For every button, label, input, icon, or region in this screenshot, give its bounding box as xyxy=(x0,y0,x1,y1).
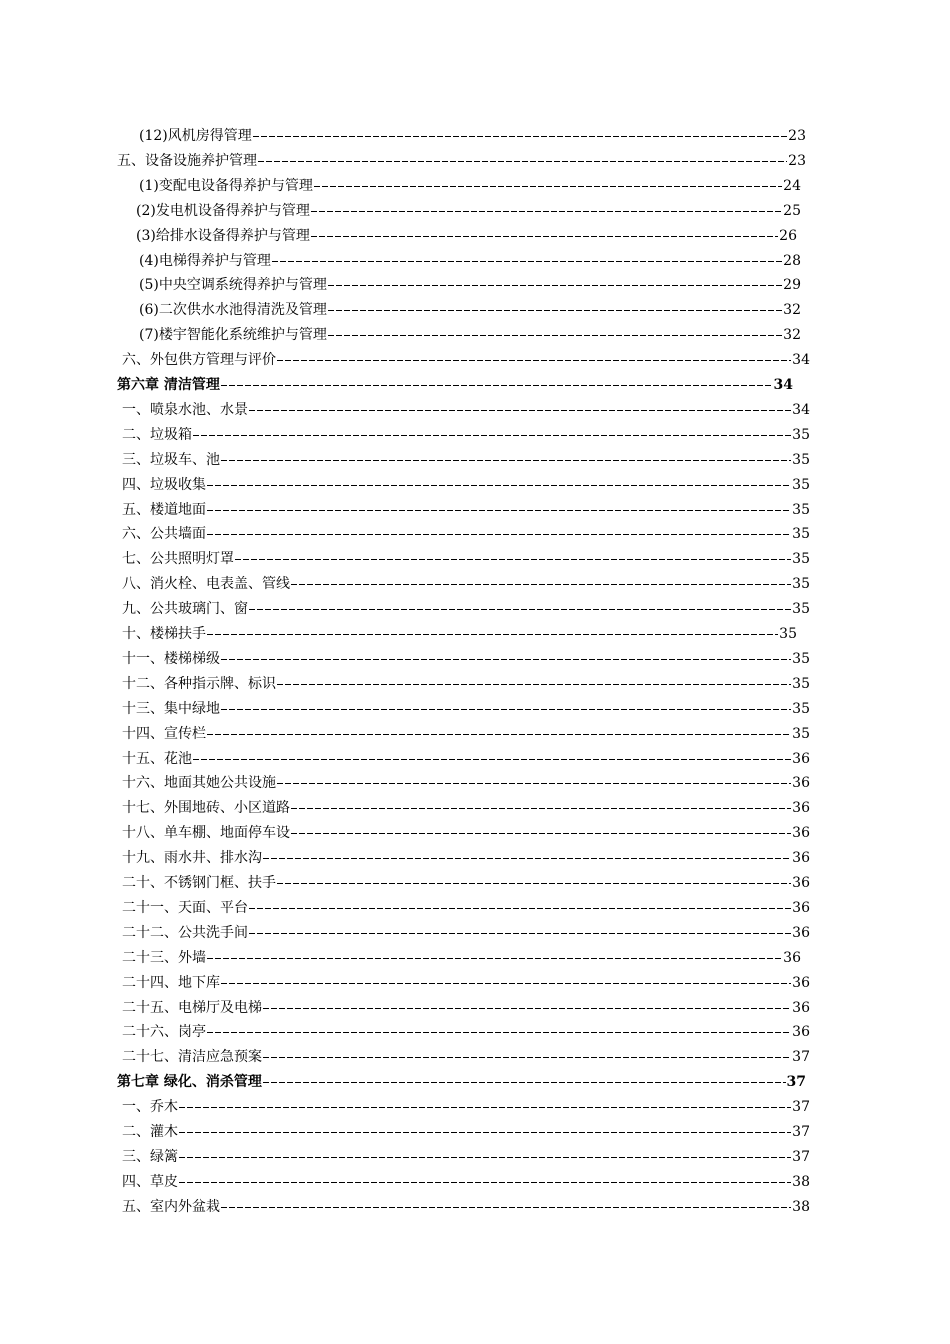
toc-entry-title: 十一、楼梯梯级 xyxy=(122,650,220,667)
toc-entry-page-number: 34 xyxy=(792,401,810,418)
toc-entry xyxy=(122,747,810,771)
toc-entry xyxy=(136,199,801,223)
toc-entry xyxy=(122,971,810,995)
toc-entry-page-number: 36 xyxy=(792,875,810,891)
toc-entry-page-number: 35 xyxy=(792,601,810,618)
toc-chapter-entry xyxy=(117,1070,806,1094)
toc-entry xyxy=(122,796,810,820)
toc-entry xyxy=(122,1095,810,1119)
toc-entry xyxy=(122,1020,810,1044)
toc-entry-title: 七、公共照明灯罩 xyxy=(122,551,234,568)
toc-entry-page-number: 35 xyxy=(792,451,810,468)
toc-entry-page-number: 37 xyxy=(786,1074,806,1091)
toc-dot-leader xyxy=(277,871,791,895)
toc-entry-title: 十七、外围地砖、小区道路 xyxy=(122,800,290,817)
toc-entry-title: 二十二、公共洗手间 xyxy=(122,924,248,941)
toc-entry-page-number: 23 xyxy=(788,152,806,169)
toc-entry-title: 六、外包供方管理与评价 xyxy=(122,352,276,369)
toc-entry-page-number: 37 xyxy=(792,1049,810,1066)
toc-dot-leader xyxy=(249,896,791,920)
toc-dot-leader xyxy=(221,373,773,397)
toc-dot-leader xyxy=(235,547,791,571)
toc-entry-page-number: 34 xyxy=(792,352,810,369)
toc-entry-page-number: 32 xyxy=(783,302,801,319)
toc-entry xyxy=(122,647,810,671)
toc-dot-leader xyxy=(193,423,791,447)
toc-entry-title: 五、室内外盆栽 xyxy=(122,1198,220,1215)
toc-dot-leader xyxy=(221,971,791,995)
toc-entry-title: 四、垃圾收集 xyxy=(122,476,206,493)
toc-entry-title: 二十一、天面、平台 xyxy=(122,899,248,916)
toc-entry xyxy=(139,124,806,148)
toc-entry-title: 二十六、岗亭 xyxy=(122,1024,206,1041)
toc-entry-page-number: 35 xyxy=(792,526,810,543)
toc-entry-title: 二十五、电梯厅及电梯 xyxy=(122,999,262,1016)
toc-dot-leader xyxy=(179,1145,791,1169)
toc-entry xyxy=(139,174,801,198)
toc-entry-title: 二、垃圾箱 xyxy=(122,426,192,443)
toc-entry-page-number: 38 xyxy=(792,1198,810,1215)
toc-dot-leader xyxy=(291,796,791,820)
toc-entry-title: (4)电梯得养护与管理 xyxy=(139,252,271,269)
toc-entry-title: 三、垃圾车、池 xyxy=(122,451,220,468)
toc-entry xyxy=(122,921,810,945)
toc-dot-leader xyxy=(249,597,791,621)
toc-entry-page-number: 37 xyxy=(792,1124,810,1140)
toc-entry xyxy=(117,149,806,173)
toc-entry-page-number: 35 xyxy=(792,576,810,593)
toc-entry xyxy=(122,771,810,795)
toc-dot-leader xyxy=(277,771,791,795)
toc-entry xyxy=(122,398,810,422)
toc-entry xyxy=(122,597,810,621)
toc-entry-page-number: 35 xyxy=(792,426,810,443)
toc-entry-title: 二十三、外墙 xyxy=(122,949,206,966)
toc-dot-leader xyxy=(207,946,782,970)
toc-entry-title: 十四、宣传栏 xyxy=(122,725,206,742)
toc-entry-title: (1)变配电设备得养护与管理 xyxy=(139,177,313,194)
toc-dot-leader xyxy=(207,473,791,497)
toc-entry xyxy=(122,348,810,372)
toc-entry-page-number: 23 xyxy=(788,128,806,144)
toc-entry-title: 十、楼梯扶手 xyxy=(122,626,206,642)
toc-dot-leader xyxy=(272,249,782,273)
toc-entry xyxy=(139,273,801,297)
toc-dot-leader xyxy=(207,522,791,546)
toc-entry-page-number: 35 xyxy=(792,476,810,493)
toc-entry xyxy=(122,547,810,571)
toc-entry xyxy=(122,672,810,696)
toc-dot-leader xyxy=(263,1070,786,1094)
toc-entry-page-number: 35 xyxy=(792,700,810,717)
toc-entry-page-number: 36 xyxy=(792,750,810,767)
toc-entry-page-number: 36 xyxy=(783,949,801,966)
toc-entry xyxy=(139,249,801,273)
toc-entry xyxy=(122,473,810,497)
toc-entry-page-number: 25 xyxy=(783,202,801,219)
toc-entry-page-number: 36 xyxy=(792,1024,810,1041)
toc-dot-leader xyxy=(291,821,791,845)
toc-dot-leader xyxy=(277,672,791,696)
toc-entry-page-number: 36 xyxy=(792,800,810,817)
toc-dot-leader xyxy=(277,348,791,372)
toc-dot-leader xyxy=(314,174,782,198)
toc-entry-page-number: 35 xyxy=(792,650,810,667)
toc-entry-page-number: 37 xyxy=(792,1099,810,1116)
toc-entry-page-number: 35 xyxy=(792,551,810,568)
toc-dot-leader xyxy=(221,647,791,671)
toc-dot-leader xyxy=(249,921,791,945)
toc-entry-title: 二十、不锈钢门框、扶手 xyxy=(122,875,276,891)
toc-entry-page-number: 36 xyxy=(792,825,810,842)
toc-entry-page-number: 32 xyxy=(783,327,801,344)
toc-entry xyxy=(122,498,810,522)
toc-entry-page-number: 35 xyxy=(792,501,810,518)
toc-dot-leader xyxy=(207,498,791,522)
toc-entry xyxy=(122,522,810,546)
toc-entry-title: (12)风机房得管理 xyxy=(139,128,252,144)
toc-entry-title: (5)中央空调系统得养护与管理 xyxy=(139,277,327,294)
toc-entry xyxy=(122,1120,810,1144)
toc-entry-page-number: 24 xyxy=(783,177,801,194)
toc-chapter-entry xyxy=(117,373,793,397)
toc-dot-leader xyxy=(179,1170,791,1194)
toc-entry-page-number: 35 xyxy=(779,626,797,642)
toc-entry-page-number: 28 xyxy=(783,252,801,269)
toc-entry-title: 一、乔木 xyxy=(122,1099,178,1116)
toc-dot-leader xyxy=(207,722,791,746)
toc-entry xyxy=(122,871,810,895)
toc-entry xyxy=(122,1145,810,1169)
toc-entry-title: 六、公共墙面 xyxy=(122,526,206,543)
toc-entry xyxy=(136,224,797,248)
toc-entry-title: (3)给排水设备得养护与管理 xyxy=(136,227,310,244)
toc-dot-leader xyxy=(253,124,787,148)
toc-entry-title: 十九、雨水井、排水沟 xyxy=(122,850,262,867)
toc-entry xyxy=(122,996,810,1020)
toc-entry-page-number: 36 xyxy=(792,899,810,916)
toc-entry-page-number: 35 xyxy=(792,725,810,742)
toc-entry-page-number: 29 xyxy=(783,277,801,294)
toc-entry xyxy=(122,1195,810,1219)
toc-entry-title: 九、公共玻璃门、窗 xyxy=(122,601,248,618)
toc-entry xyxy=(122,423,810,447)
toc-entry xyxy=(122,946,801,970)
toc-dot-leader xyxy=(179,1120,791,1144)
toc-entry-title: 二十七、清洁应急预案 xyxy=(122,1049,262,1066)
toc-entry-page-number: 34 xyxy=(773,377,793,393)
toc-entry xyxy=(122,448,810,472)
toc-dot-leader xyxy=(221,448,791,472)
toc-dot-leader xyxy=(207,622,778,646)
toc-entry-title: 二十四、地下库 xyxy=(122,974,220,991)
toc-entry-title: 三、绿篱 xyxy=(122,1148,178,1165)
toc-entry-title: 八、消火栓、电表盖、管线 xyxy=(122,576,290,593)
toc-dot-leader xyxy=(311,199,782,223)
toc-dot-leader xyxy=(291,572,791,596)
toc-dot-leader xyxy=(207,1020,791,1044)
toc-entry-page-number: 37 xyxy=(792,1148,810,1165)
toc-entry-title: 第六章 清洁管理 xyxy=(117,377,220,393)
toc-entry-page-number: 36 xyxy=(792,999,810,1016)
toc-entry-page-number: 36 xyxy=(792,924,810,941)
toc-entry-title: 十八、单车棚、地面停车设 xyxy=(122,825,290,842)
toc-entry-page-number: 36 xyxy=(792,974,810,991)
toc-entry-page-number: 35 xyxy=(792,675,810,692)
toc-dot-leader xyxy=(221,1195,791,1219)
toc-dot-leader xyxy=(221,697,791,721)
toc-entry-page-number: 36 xyxy=(792,775,810,792)
toc-dot-leader xyxy=(179,1095,791,1119)
toc-entry-page-number: 38 xyxy=(792,1173,810,1190)
toc-entry-title: 五、楼道地面 xyxy=(122,501,206,518)
toc-dot-leader xyxy=(263,1045,791,1069)
toc-entry-page-number: 26 xyxy=(779,227,797,244)
toc-dot-leader xyxy=(249,398,791,422)
toc-entry xyxy=(122,821,810,845)
toc-entry xyxy=(122,722,810,746)
toc-entry-title: 十五、花池 xyxy=(122,750,192,767)
toc-entry xyxy=(122,697,810,721)
toc-entry xyxy=(122,896,810,920)
toc-entry-title: 二、灌木 xyxy=(122,1124,178,1140)
toc-dot-leader xyxy=(328,273,782,297)
toc-entry xyxy=(122,1170,810,1194)
toc-entry-title: (7)楼宇智能化系统维护与管理 xyxy=(139,327,327,344)
toc-entry-title: 五、设备设施养护管理 xyxy=(117,152,257,169)
toc-entry-title: (2)发电机设备得养护与管理 xyxy=(136,202,310,219)
toc-entry xyxy=(139,323,801,347)
toc-dot-leader xyxy=(263,846,791,870)
toc-entry-title: 十六、地面其她公共设施 xyxy=(122,775,276,792)
toc-entry-title: 第七章 绿化、消杀管理 xyxy=(117,1074,262,1091)
toc-entry-title: (6)二次供水水池得清洗及管理 xyxy=(139,302,327,319)
toc-dot-leader xyxy=(328,298,782,322)
toc-entry-title: 十二、各种指示牌、标识 xyxy=(122,675,276,692)
toc-entry xyxy=(139,298,801,322)
toc-entry-title: 一、喷泉水池、水景 xyxy=(122,401,248,418)
toc-entry-title: 十三、集中绿地 xyxy=(122,700,220,717)
toc-dot-leader xyxy=(311,224,778,248)
toc-dot-leader xyxy=(328,323,782,347)
toc-dot-leader xyxy=(263,996,791,1020)
toc-dot-leader xyxy=(193,747,791,771)
toc-entry xyxy=(122,572,810,596)
toc-entry-page-number: 36 xyxy=(792,850,810,867)
toc-entry xyxy=(122,622,797,646)
toc-entry xyxy=(122,1045,810,1069)
toc-dot-leader xyxy=(258,149,787,173)
toc-entry xyxy=(122,846,810,870)
toc-entry-title: 四、草皮 xyxy=(122,1173,178,1190)
